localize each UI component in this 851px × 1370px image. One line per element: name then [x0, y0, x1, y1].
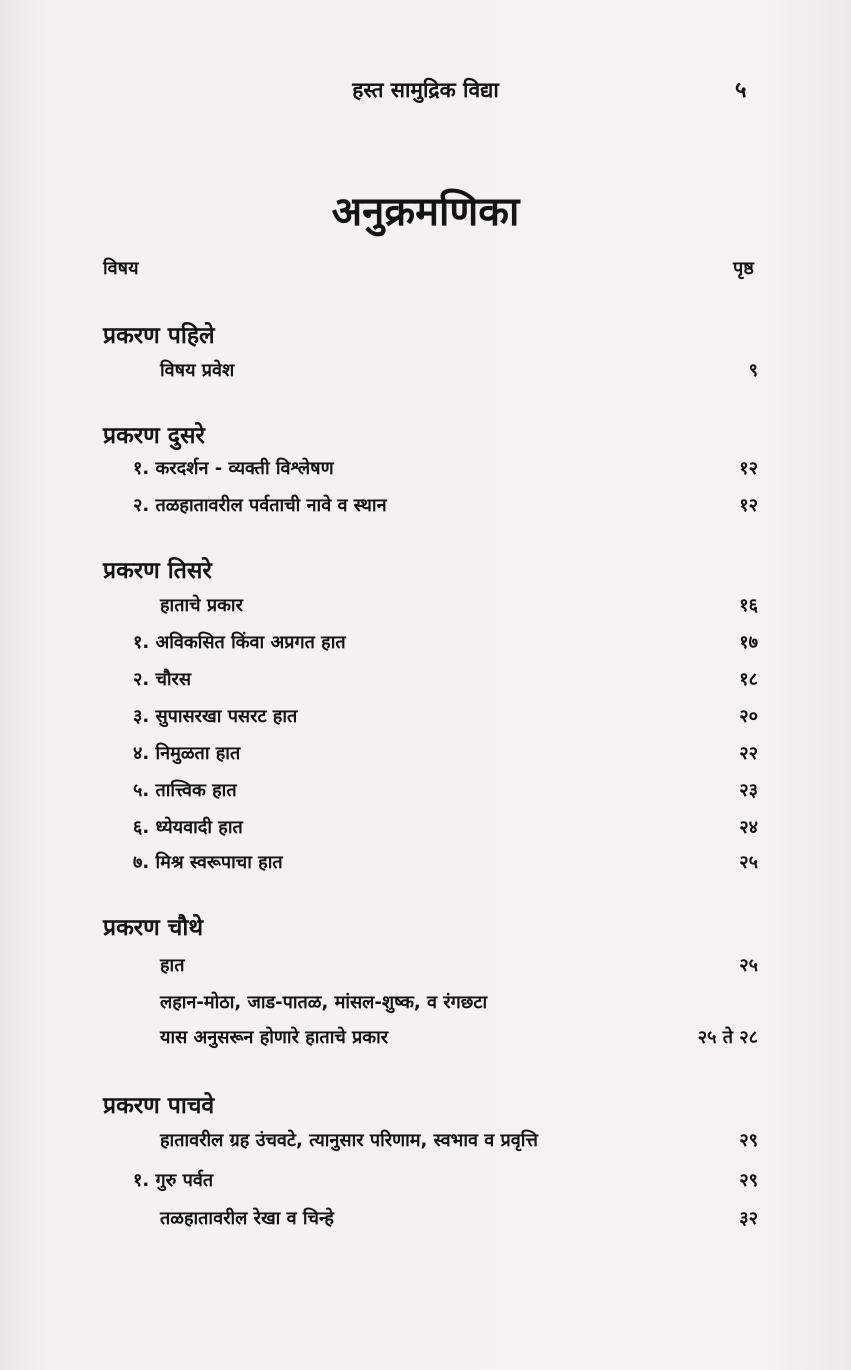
toc-entry [0, 456, 851, 482]
toc-entry-label: ४. निमुळता हात [133, 743, 241, 764]
toc-entry-page: १६ [739, 595, 758, 616]
toc-entry [0, 704, 851, 730]
toc-entry-label: २. तळहातावरील पर्वताची नावे व स्थान [133, 495, 387, 516]
toc-entry-page: २५ [739, 852, 758, 873]
toc-entry [0, 630, 851, 656]
toc-entry-page: १७ [739, 632, 758, 653]
toc-entry-label: ७. मिश्र स्वरूपाचा हात [133, 852, 283, 873]
toc-entry-page: २२ [739, 743, 758, 764]
toc-entry [0, 667, 851, 693]
toc-entry-label: लहान-मोठा, जाड-पातळ, मांसल-शुष्क, व रंगछटा [160, 992, 488, 1013]
toc-entry-page: २३ [739, 780, 758, 801]
chapter-2-title: प्रकरण दुसरे [103, 423, 205, 449]
chapter-5-title: प्रकरण पाचवे [103, 1093, 215, 1119]
toc-entry-page: २९ [739, 1170, 758, 1191]
running-header-title: हस्त सामुद्रिक विद्या [352, 78, 499, 102]
toc-entry-label: हात [160, 955, 185, 976]
toc-entry-label: यास अनुसरून होणारे हाताचे प्रकार [160, 1027, 389, 1048]
toc-entry [0, 778, 851, 804]
toc-entry-label: ६. ध्येयवादी हात [133, 817, 243, 838]
toc-entry [0, 593, 851, 619]
toc-entry-page: २५ ते २८ [697, 1027, 758, 1048]
page-number: ५ [735, 78, 747, 103]
toc-entry-label: १. करदर्शन - व्यक्ती विश्लेषण [133, 458, 334, 479]
toc-entry-page: २५ [739, 955, 758, 976]
toc-entry-label: हातावरील ग्रह उंचवटे, त्यानुसार परिणाम, स्वभाव व प्रवृत्ति [160, 1130, 538, 1151]
chapter-3-title: प्रकरण तिसरे [103, 558, 212, 584]
toc-entry-page: १२ [739, 458, 758, 479]
column-header-subject: विषय [103, 258, 139, 279]
toc-entry [0, 358, 851, 384]
toc-entry [0, 815, 851, 841]
toc-entry [0, 741, 851, 767]
toc-entry-label: तळहातावरील रेखा व चिन्हे [160, 1208, 334, 1229]
toc-entry-page: ३२ [739, 1208, 758, 1229]
toc-entry-page: २४ [739, 817, 758, 838]
toc-entry [0, 1206, 851, 1232]
toc-entry-page: २० [739, 706, 758, 727]
toc-entry-label: १. अविकसित किंवा अप्रगत हात [133, 632, 346, 653]
toc-entry-page: १८ [739, 669, 758, 690]
toc-entry-label: १. गुरु पर्वत [133, 1170, 214, 1191]
toc-entry [0, 953, 851, 979]
toc-entry [0, 990, 851, 1016]
chapter-1-title: प्रकरण पहिले [103, 323, 215, 349]
toc-entry-page: २९ [739, 1130, 758, 1151]
toc-entry-label: ३. सुपासरखा पसरट हात [133, 706, 298, 727]
toc-entry [0, 1025, 851, 1051]
toc-entry [0, 1168, 851, 1194]
toc-entry [0, 850, 851, 876]
toc-entry-label: हाताचे प्रकार [160, 595, 243, 616]
toc-entry-label: २. चौरस [133, 669, 192, 690]
toc-entry-label: ५. तात्त्विक हात [133, 780, 237, 801]
toc-entry [0, 1128, 851, 1154]
toc-entry-page: १२ [739, 495, 758, 516]
toc-entry [0, 493, 851, 519]
toc-title: अनुक्रमणिका [331, 189, 520, 235]
toc-entry-page: ९ [748, 360, 758, 381]
toc-entry-label: विषय प्रवेश [160, 360, 235, 381]
column-header-page: पृष्ठ [733, 258, 754, 279]
chapter-4-title: प्रकरण चौथे [103, 915, 204, 941]
